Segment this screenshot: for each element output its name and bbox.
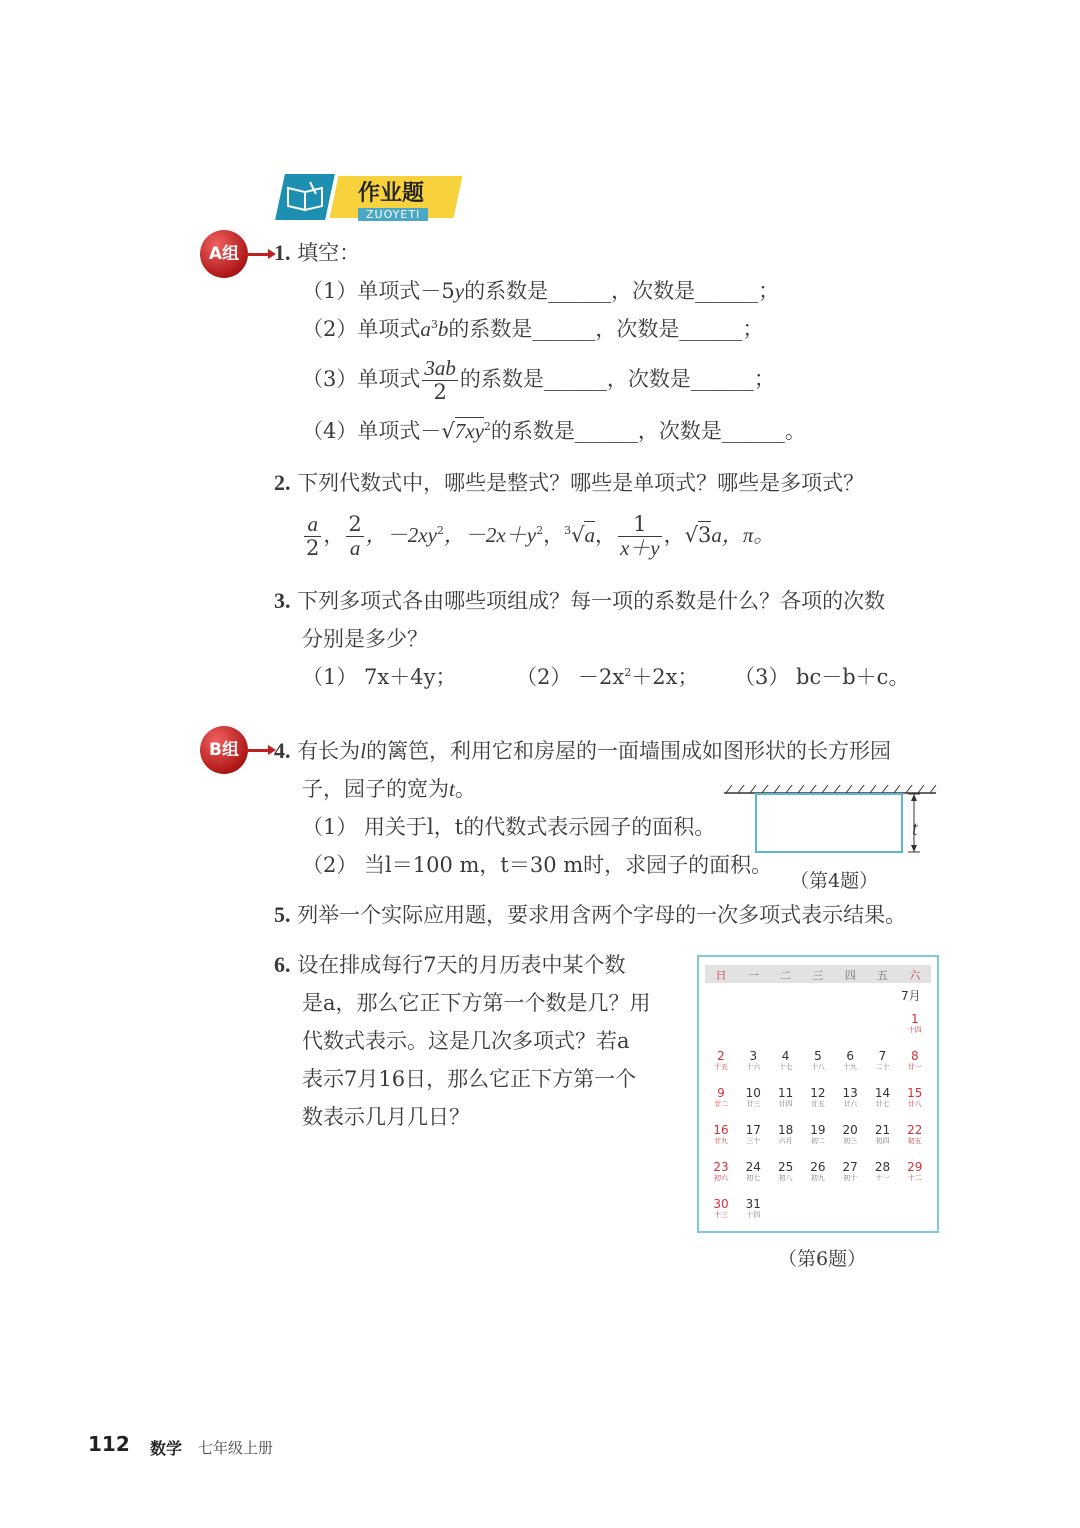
- calendar-weekday: 六: [909, 969, 921, 982]
- calendar-day-number: 26: [810, 1160, 826, 1174]
- cube-root-icon: √: [571, 523, 585, 547]
- calendar-day: [770, 1087, 802, 1109]
- calendar-day: [705, 1198, 737, 1220]
- calendar-day: [834, 1087, 866, 1109]
- calendar-lunar-date: 初九: [810, 1174, 825, 1182]
- calendar-day: [899, 1050, 931, 1072]
- calendar-lunar-date: 初四: [875, 1137, 890, 1145]
- calendar-lunar-date: 廿八: [907, 1100, 922, 1108]
- question-1-part-2: （2）单项式$a^3b$的系数是______，次数是______；: [302, 317, 764, 341]
- calendar-weekday: 三: [812, 969, 824, 982]
- question-1: [274, 238, 360, 268]
- sqrt-icon: √: [684, 523, 698, 547]
- question-number: 1.: [274, 240, 291, 265]
- calendar-day-number: 19: [810, 1123, 826, 1137]
- calendar-day-number: 1: [910, 1012, 919, 1026]
- calendar-lunar-date: 十三: [714, 1211, 728, 1219]
- group-a-badge: A组: [200, 230, 248, 278]
- calendar-day-number: 16: [713, 1123, 729, 1137]
- calendar-day-number: 2: [717, 1049, 725, 1063]
- calendar-lunar-date: 初六: [714, 1174, 728, 1182]
- calendar-lunar-date: 初十: [843, 1174, 858, 1182]
- calendar: [697, 955, 939, 1233]
- calendar-day: [705, 1161, 737, 1183]
- question-6-line-3: 代数式表示。这是几次多项式？若a: [302, 1029, 630, 1053]
- calendar-weekday: 日: [715, 969, 727, 982]
- calendar-lunar-date: 六月: [778, 1137, 793, 1145]
- calendar-day-number: 25: [777, 1160, 794, 1174]
- calendar-lunar-date: 二十: [875, 1063, 890, 1071]
- calendar-day-number: 20: [842, 1123, 858, 1137]
- calendar-day-number: 22: [907, 1123, 923, 1137]
- calendar-lunar-date: 初五: [907, 1137, 922, 1145]
- calendar-lunar-date: 廿九: [714, 1137, 728, 1145]
- calendar-day-number: 24: [745, 1160, 761, 1174]
- calendar-day: [802, 1124, 834, 1146]
- question-4-part-1: （1） 用关于l，t的代数式表示园子的面积。: [302, 815, 716, 839]
- calendar-day: [802, 1050, 834, 1072]
- section-title: 作业题: [358, 181, 425, 206]
- calendar-weekday: 四: [844, 969, 856, 982]
- calendar-day: [802, 1087, 834, 1109]
- calendar-lunar-date: 三十: [746, 1137, 761, 1145]
- calendar-lunar-date: 初二: [810, 1137, 825, 1145]
- calendar-day: [867, 1124, 899, 1146]
- calendar-lunar-date: 十五: [714, 1063, 728, 1071]
- fraction: $\frac{3ab}{2}$: [424, 355, 456, 404]
- calendar-day: [737, 1198, 769, 1220]
- calendar-day: [834, 1124, 866, 1146]
- calendar-day-number: 14: [874, 1086, 891, 1100]
- calendar-day: [867, 1087, 899, 1109]
- question-5: 5. 列举一个实际应用题，要求用含两个字母的一次多项式表示结果。: [274, 902, 907, 927]
- calendar-lunar-date: 廿四: [778, 1100, 793, 1108]
- calendar-lunar-date: 廿五: [810, 1100, 825, 1108]
- calendar-day-number: 9: [717, 1086, 725, 1100]
- calendar-day: [867, 1050, 899, 1072]
- question-2-expressions: $\frac{a}{2}$ ， $\frac{2}{a}$ ，$-2xy^2$，$-2x+y^2$，$^3$√a， $\frac{1}{x+y}$ ，√3a，π。: [306, 511, 775, 560]
- question-3-line-2: 分别是多少？: [302, 627, 428, 651]
- calendar-day: [899, 1161, 931, 1183]
- calendar-month: 7月: [901, 989, 921, 1003]
- calendar-day: [705, 1087, 737, 1109]
- calendar-day: [705, 1124, 737, 1146]
- calendar-lunar-date: 十二: [907, 1174, 922, 1182]
- calendar-day-number: 13: [842, 1086, 858, 1100]
- calendar-day-number: 10: [745, 1086, 761, 1100]
- calendar-day: [834, 1161, 866, 1183]
- question-3-part-1: （1） 7x＋4y；: [302, 665, 457, 689]
- question-3-part-2: $(2) -2x^2+2x$；: [516, 665, 699, 689]
- calendar-lunar-date: 廿七: [875, 1100, 890, 1108]
- question-4: 4. 有长为l的篱笆，利用它和房屋的一面墙围成如图形状的长方形园: [274, 738, 892, 763]
- calendar-day-number: 3: [749, 1049, 758, 1063]
- question-4-part-2: （2） 当l＝100 m，t＝30 m时，求园子的面积。: [302, 853, 773, 877]
- question-6: 6. 设在排成每行7天的月历表中某个数: [274, 952, 626, 977]
- calendar-lunar-date: 十七: [778, 1063, 793, 1071]
- calendar-lunar-date: 十一: [875, 1174, 890, 1182]
- garden-figure: [722, 784, 940, 860]
- calendar-day: [737, 1050, 769, 1072]
- calendar-day-number: 17: [745, 1123, 761, 1137]
- calendar-day: [899, 1124, 931, 1146]
- calendar-weekday: 五: [877, 969, 888, 982]
- calendar-day: [770, 1050, 802, 1072]
- calendar-day: [770, 1124, 802, 1146]
- calendar-day: [867, 1161, 899, 1183]
- calendar-day: [899, 1013, 931, 1035]
- calendar-day-number: 30: [713, 1197, 729, 1211]
- sqrt-icon: √: [441, 419, 455, 443]
- calendar-day-number: 8: [910, 1049, 919, 1063]
- calendar-lunar-date: 十四: [907, 1026, 922, 1034]
- page-number: 112: [88, 1432, 130, 1456]
- calendar-lunar-date: 十八: [810, 1063, 825, 1071]
- question-6-line-4: 表示7月16日，那么它正下方第一个: [302, 1067, 637, 1091]
- footer-subject: 数学: [150, 1439, 183, 1458]
- calendar-day-number: 5: [814, 1049, 822, 1063]
- figure-4-caption: （第4题）: [790, 870, 879, 892]
- calendar-lunar-date: 廿二: [714, 1100, 728, 1108]
- calendar-lunar-date: 十九: [843, 1063, 858, 1071]
- calendar-day-number: 6: [846, 1049, 854, 1063]
- calendar-weekday: 一: [747, 969, 759, 982]
- calendar-day: [705, 1050, 737, 1072]
- calendar-weekday: 二: [780, 969, 792, 982]
- footer-grade: 七年级上册: [198, 1439, 274, 1457]
- calendar-day: [770, 1161, 802, 1183]
- calendar-lunar-date: 廿三: [746, 1100, 761, 1108]
- calendar-day-number: 23: [713, 1160, 729, 1174]
- calendar-day-number: 28: [874, 1160, 891, 1174]
- calendar-lunar-date: 初八: [778, 1174, 793, 1182]
- group-b-badge: B组: [200, 726, 248, 774]
- calendar-lunar-date: 廿六: [843, 1100, 858, 1108]
- calendar-day: [834, 1050, 866, 1072]
- question-2: 2. 下列代数式中，哪些是整式？哪些是单项式？哪些是多项式？: [274, 470, 865, 495]
- calendar-day: [737, 1161, 769, 1183]
- group-a-arrow: [244, 253, 270, 256]
- question-text: 填空：: [297, 241, 361, 265]
- calendar-day: [802, 1161, 834, 1183]
- calendar-lunar-date: 初七: [746, 1174, 761, 1182]
- group-b-arrow: [244, 749, 270, 752]
- calendar-day-number: 18: [777, 1123, 794, 1137]
- calendar-lunar-date: 十六: [746, 1063, 761, 1071]
- calendar-day: [899, 1087, 931, 1109]
- question-6-line-2: 是a，那么它正下方第一个数是几？用: [302, 991, 651, 1015]
- calendar-lunar-date: 廿一: [907, 1063, 922, 1071]
- question-3-part-3: （3） bc－b＋c。: [734, 665, 910, 689]
- calendar-day-number: 12: [810, 1086, 826, 1100]
- calendar-lunar-date: 初三: [843, 1137, 858, 1145]
- calendar-day-number: 11: [777, 1086, 794, 1100]
- question-6-line-5: 数表示几月几日？: [302, 1105, 470, 1129]
- calendar-day-number: 15: [907, 1086, 923, 1100]
- calendar-day-number: 4: [781, 1049, 790, 1063]
- calendar-day-number: 31: [745, 1197, 761, 1211]
- calendar-day-number: 21: [874, 1123, 891, 1137]
- calendar-day-number: 7: [878, 1049, 887, 1063]
- calendar-day: [737, 1124, 769, 1146]
- question-1-part-3: （3）单项式 $\frac{3ab}{2}$ 的系数是______，次数是______；: [302, 355, 775, 404]
- homework-header: [274, 174, 462, 224]
- question-1-part-1: （1）单项式－5y的系数是______，次数是______；: [302, 279, 780, 303]
- question-1-part-4: （4）单项式$-√7xy^2$的系数是______，次数是______。: [302, 419, 806, 443]
- figure-6-caption: （第6题）: [778, 1248, 867, 1270]
- book-icon: [284, 180, 328, 214]
- calendar-lunar-date: 十四: [746, 1211, 761, 1219]
- section-pinyin: ZUOYETI: [358, 208, 428, 221]
- question-4-line-2: 子，园子的宽为t。: [302, 777, 476, 801]
- calendar-day-number: 29: [907, 1160, 923, 1174]
- calendar-day: [737, 1087, 769, 1109]
- question-3: 3. 下列多项式各由哪些项组成？每一项的系数是什么？各项的次数: [274, 588, 886, 613]
- calendar-day-number: 27: [842, 1160, 858, 1174]
- figure-width-label: t: [912, 818, 918, 840]
